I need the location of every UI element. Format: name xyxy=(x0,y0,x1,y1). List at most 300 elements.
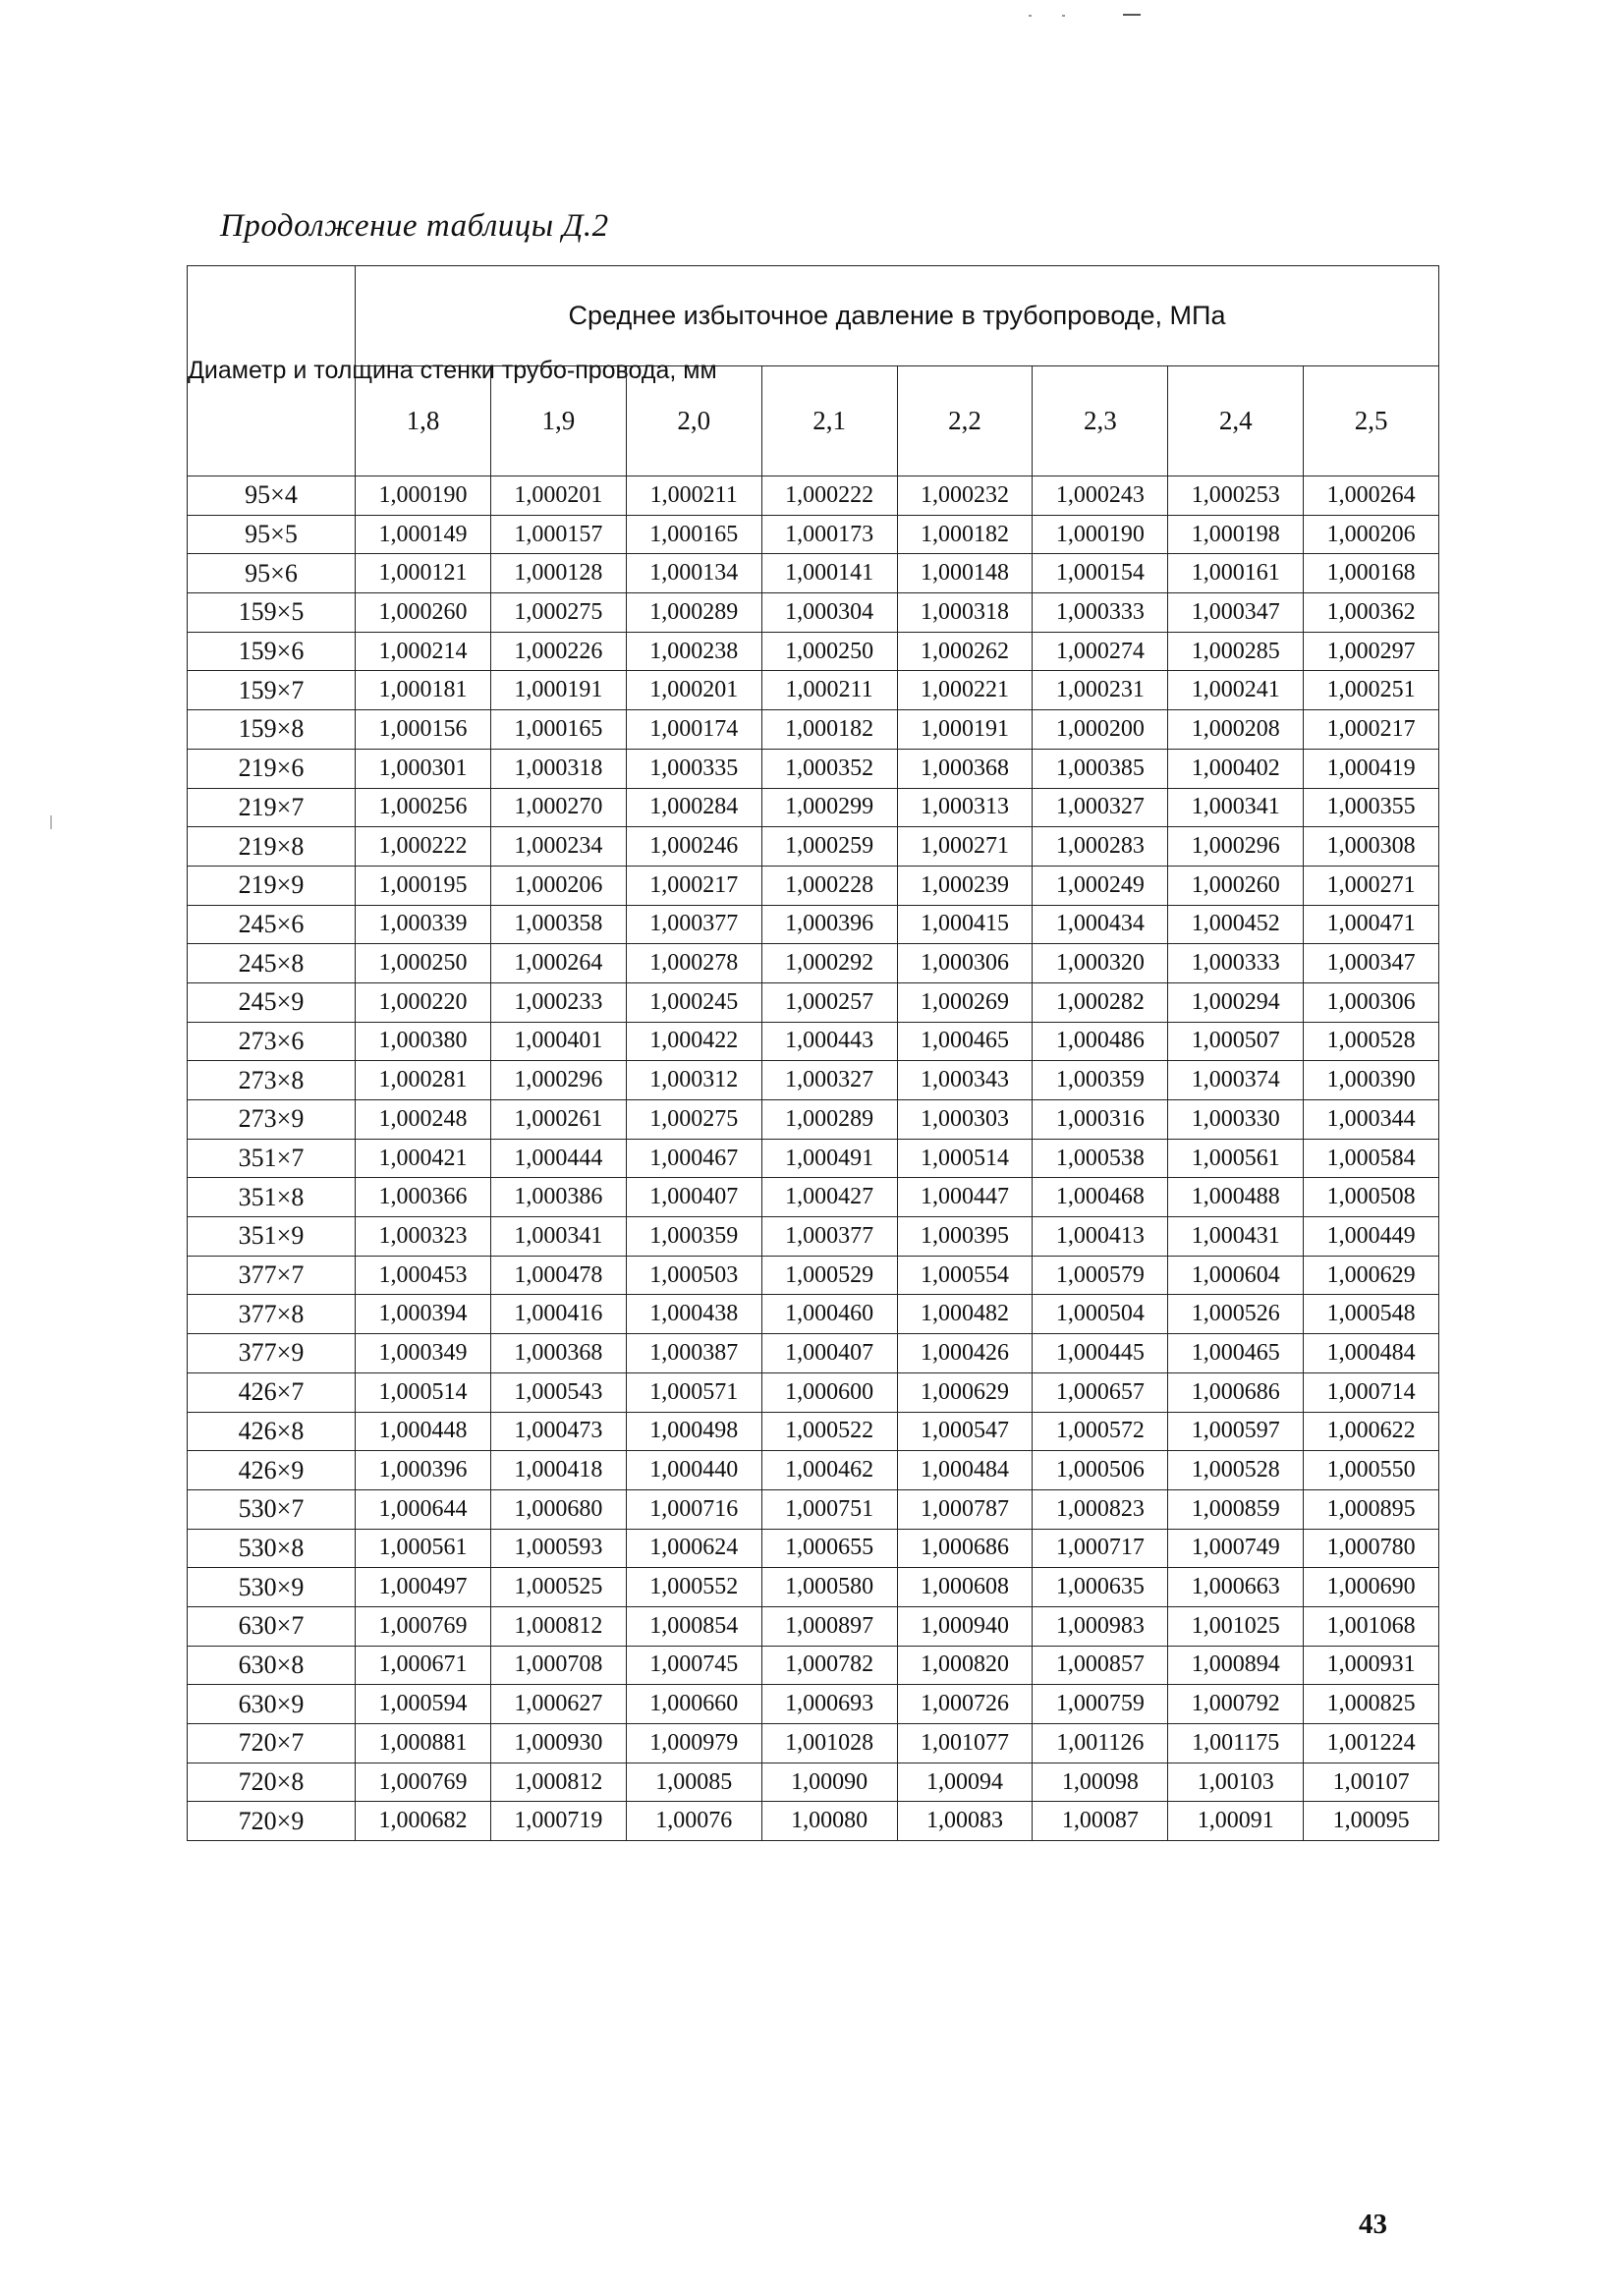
table-row xyxy=(188,1724,1439,1763)
page-number: 43 xyxy=(1359,2209,1387,2240)
value-cell: 1,000190 xyxy=(356,476,491,516)
table-row xyxy=(188,1139,1439,1178)
value-cell: 1,000201 xyxy=(490,476,626,516)
value-cell: 1,000419 xyxy=(1304,749,1439,788)
value-cell: 1,000246 xyxy=(626,827,761,867)
pressure-header-cell: 2,5 xyxy=(1304,366,1439,476)
value-cell: 1,000387 xyxy=(626,1334,761,1373)
value-cell: 1,000282 xyxy=(1033,982,1168,1022)
value-cell: 1,000671 xyxy=(356,1646,491,1685)
value-cell: 1,000449 xyxy=(1304,1217,1439,1257)
value-cell: 1,000396 xyxy=(356,1451,491,1490)
value-cell: 1,000296 xyxy=(1168,827,1304,867)
pipe-size-cell: 245×8 xyxy=(188,944,356,983)
pipe-size-cell: 273×6 xyxy=(188,1022,356,1061)
value-cell: 1,000426 xyxy=(897,1334,1033,1373)
value-cell: 1,000270 xyxy=(490,788,626,827)
value-cell: 1,000173 xyxy=(761,515,897,554)
value-cell: 1,000148 xyxy=(897,554,1033,593)
pressure-header-cell: 2,3 xyxy=(1033,366,1168,476)
value-cell: 1,000261 xyxy=(490,1100,626,1140)
pipe-size-cell: 351×8 xyxy=(188,1178,356,1217)
value-cell: 1,000660 xyxy=(626,1685,761,1724)
value-cell: 1,000465 xyxy=(897,1022,1033,1061)
value-cell: 1,000296 xyxy=(490,1061,626,1100)
value-cell: 1,000467 xyxy=(626,1139,761,1178)
value-cell: 1,000931 xyxy=(1304,1646,1439,1685)
value-cell: 1,000269 xyxy=(897,982,1033,1022)
scan-mark xyxy=(1029,15,1032,17)
table-row xyxy=(188,671,1439,710)
value-cell: 1,000206 xyxy=(490,866,626,905)
value-cell: 1,000394 xyxy=(356,1295,491,1334)
pipe-size-cell: 273×8 xyxy=(188,1061,356,1100)
table-row xyxy=(188,1568,1439,1607)
value-cell: 1,000359 xyxy=(1033,1061,1168,1100)
value-cell: 1,000983 xyxy=(1033,1606,1168,1646)
value-cell: 1,001175 xyxy=(1168,1724,1304,1763)
value-cell: 1,000447 xyxy=(897,1178,1033,1217)
value-cell: 1,00076 xyxy=(626,1802,761,1841)
value-cell: 1,000217 xyxy=(626,866,761,905)
value-cell: 1,00103 xyxy=(1168,1763,1304,1802)
pressure-factor-table xyxy=(187,265,1439,1841)
value-cell: 1,000548 xyxy=(1304,1295,1439,1334)
value-cell: 1,000161 xyxy=(1168,554,1304,593)
value-cell: 1,000274 xyxy=(1033,632,1168,671)
table-row xyxy=(188,1372,1439,1412)
value-cell: 1,000854 xyxy=(626,1606,761,1646)
value-cell: 1,000635 xyxy=(1033,1568,1168,1607)
value-cell: 1,000260 xyxy=(1168,866,1304,905)
value-cell: 1,000444 xyxy=(490,1139,626,1178)
pipe-size-cell: 530×9 xyxy=(188,1568,356,1607)
value-cell: 1,000362 xyxy=(1304,593,1439,633)
value-cell: 1,000686 xyxy=(897,1529,1033,1568)
value-cell: 1,00087 xyxy=(1033,1802,1168,1841)
value-cell: 1,000421 xyxy=(356,1139,491,1178)
value-cell: 1,000238 xyxy=(626,632,761,671)
value-cell: 1,000820 xyxy=(897,1646,1033,1685)
table-row xyxy=(188,982,1439,1022)
value-cell: 1,000284 xyxy=(626,788,761,827)
value-cell: 1,001028 xyxy=(761,1724,897,1763)
value-cell: 1,000316 xyxy=(1033,1100,1168,1140)
pipe-size-cell: 720×9 xyxy=(188,1802,356,1841)
header-pipe-size: Диаметр и толщина стенки трубо-провода, мм xyxy=(188,266,356,476)
value-cell: 1,000390 xyxy=(1304,1061,1439,1100)
value-cell: 1,000214 xyxy=(356,632,491,671)
value-cell: 1,00080 xyxy=(761,1802,897,1841)
value-cell: 1,000191 xyxy=(897,710,1033,750)
pressure-header-cell: 2,2 xyxy=(897,366,1033,476)
value-cell: 1,000448 xyxy=(356,1412,491,1451)
value-cell: 1,000440 xyxy=(626,1451,761,1490)
value-cell: 1,000780 xyxy=(1304,1529,1439,1568)
value-cell: 1,000154 xyxy=(1033,554,1168,593)
table-row xyxy=(188,905,1439,944)
value-cell: 1,000478 xyxy=(490,1256,626,1295)
pipe-size-cell: 95×6 xyxy=(188,554,356,593)
pipe-size-cell: 245×9 xyxy=(188,982,356,1022)
value-cell: 1,000584 xyxy=(1304,1139,1439,1178)
value-cell: 1,000248 xyxy=(356,1100,491,1140)
value-cell: 1,000508 xyxy=(1304,1178,1439,1217)
value-cell: 1,000128 xyxy=(490,554,626,593)
value-cell: 1,000294 xyxy=(1168,982,1304,1022)
value-cell: 1,000333 xyxy=(1033,593,1168,633)
value-cell: 1,000297 xyxy=(1304,632,1439,671)
value-cell: 1,00085 xyxy=(626,1763,761,1802)
pipe-size-cell: 159×7 xyxy=(188,671,356,710)
table-row xyxy=(188,788,1439,827)
pipe-size-cell: 426×7 xyxy=(188,1372,356,1412)
table-row xyxy=(188,1178,1439,1217)
table-row xyxy=(188,1451,1439,1490)
value-cell: 1,000327 xyxy=(761,1061,897,1100)
value-cell: 1,000453 xyxy=(356,1256,491,1295)
value-cell: 1,000303 xyxy=(897,1100,1033,1140)
value-cell: 1,000239 xyxy=(897,866,1033,905)
value-cell: 1,000221 xyxy=(897,671,1033,710)
value-cell: 1,000759 xyxy=(1033,1685,1168,1724)
value-cell: 1,000327 xyxy=(1033,788,1168,827)
value-cell: 1,000471 xyxy=(1304,905,1439,944)
value-cell: 1,000201 xyxy=(626,671,761,710)
table-caption: Продолжение таблицы Д.2 xyxy=(220,208,609,244)
pipe-size-cell: 159×8 xyxy=(188,710,356,750)
value-cell: 1,000335 xyxy=(626,749,761,788)
value-cell: 1,000156 xyxy=(356,710,491,750)
value-cell: 1,000271 xyxy=(1304,866,1439,905)
value-cell: 1,000174 xyxy=(626,710,761,750)
pipe-size-cell: 219×8 xyxy=(188,827,356,867)
value-cell: 1,000368 xyxy=(897,749,1033,788)
value-cell: 1,000228 xyxy=(761,866,897,905)
pipe-size-cell: 245×6 xyxy=(188,905,356,944)
value-cell: 1,000443 xyxy=(761,1022,897,1061)
value-cell: 1,000407 xyxy=(761,1334,897,1373)
value-cell: 1,000525 xyxy=(490,1568,626,1607)
value-cell: 1,000597 xyxy=(1168,1412,1304,1451)
pipe-size-cell: 426×9 xyxy=(188,1451,356,1490)
table-row xyxy=(188,1061,1439,1100)
pipe-size-cell: 351×9 xyxy=(188,1217,356,1257)
value-cell: 1,000895 xyxy=(1304,1489,1439,1529)
value-cell: 1,000594 xyxy=(356,1685,491,1724)
value-cell: 1,001077 xyxy=(897,1724,1033,1763)
value-cell: 1,000308 xyxy=(1304,827,1439,867)
value-cell: 1,000259 xyxy=(761,827,897,867)
table-row xyxy=(188,1802,1439,1841)
value-cell: 1,000686 xyxy=(1168,1372,1304,1412)
value-cell: 1,000792 xyxy=(1168,1685,1304,1724)
value-cell: 1,001126 xyxy=(1033,1724,1168,1763)
value-cell: 1,000402 xyxy=(1168,749,1304,788)
value-cell: 1,000693 xyxy=(761,1685,897,1724)
value-cell: 1,000488 xyxy=(1168,1178,1304,1217)
value-cell: 1,000306 xyxy=(897,944,1033,983)
value-cell: 1,000528 xyxy=(1304,1022,1439,1061)
value-cell: 1,000401 xyxy=(490,1022,626,1061)
value-cell: 1,000529 xyxy=(761,1256,897,1295)
value-cell: 1,000465 xyxy=(1168,1334,1304,1373)
value-cell: 1,000468 xyxy=(1033,1178,1168,1217)
value-cell: 1,000407 xyxy=(626,1178,761,1217)
pressure-header-cell: 1,8 xyxy=(356,366,491,476)
value-cell: 1,000422 xyxy=(626,1022,761,1061)
value-cell: 1,000940 xyxy=(897,1606,1033,1646)
value-cell: 1,000979 xyxy=(626,1724,761,1763)
value-cell: 1,000168 xyxy=(1304,554,1439,593)
value-cell: 1,001068 xyxy=(1304,1606,1439,1646)
value-cell: 1,000347 xyxy=(1304,944,1439,983)
value-cell: 1,000250 xyxy=(761,632,897,671)
value-cell: 1,000522 xyxy=(761,1412,897,1451)
value-cell: 1,000460 xyxy=(761,1295,897,1334)
value-cell: 1,000301 xyxy=(356,749,491,788)
value-cell: 1,000823 xyxy=(1033,1489,1168,1529)
value-cell: 1,000233 xyxy=(490,982,626,1022)
value-cell: 1,000580 xyxy=(761,1568,897,1607)
value-cell: 1,000749 xyxy=(1168,1529,1304,1568)
value-cell: 1,000278 xyxy=(626,944,761,983)
value-cell: 1,000257 xyxy=(761,982,897,1022)
value-cell: 1,000881 xyxy=(356,1724,491,1763)
value-cell: 1,000368 xyxy=(490,1334,626,1373)
value-cell: 1,000769 xyxy=(356,1763,491,1802)
value-cell: 1,000355 xyxy=(1304,788,1439,827)
value-cell: 1,000134 xyxy=(626,554,761,593)
value-cell: 1,000306 xyxy=(1304,982,1439,1022)
value-cell: 1,000339 xyxy=(356,905,491,944)
value-cell: 1,000275 xyxy=(490,593,626,633)
table-row xyxy=(188,1022,1439,1061)
value-cell: 1,000745 xyxy=(626,1646,761,1685)
value-cell: 1,000894 xyxy=(1168,1646,1304,1685)
value-cell: 1,000234 xyxy=(490,827,626,867)
value-cell: 1,000292 xyxy=(761,944,897,983)
value-cell: 1,00083 xyxy=(897,1802,1033,1841)
value-cell: 1,000313 xyxy=(897,788,1033,827)
value-cell: 1,000608 xyxy=(897,1568,1033,1607)
value-cell: 1,000312 xyxy=(626,1061,761,1100)
value-cell: 1,000264 xyxy=(1304,476,1439,516)
value-cell: 1,000380 xyxy=(356,1022,491,1061)
value-cell: 1,000359 xyxy=(626,1217,761,1257)
value-cell: 1,000629 xyxy=(1304,1256,1439,1295)
value-cell: 1,000182 xyxy=(761,710,897,750)
value-cell: 1,000498 xyxy=(626,1412,761,1451)
value-cell: 1,000930 xyxy=(490,1724,626,1763)
value-cell: 1,000413 xyxy=(1033,1217,1168,1257)
value-cell: 1,000434 xyxy=(1033,905,1168,944)
value-cell: 1,000507 xyxy=(1168,1022,1304,1061)
table-row xyxy=(188,1685,1439,1724)
value-cell: 1,000304 xyxy=(761,593,897,633)
table-row xyxy=(188,749,1439,788)
scan-mark xyxy=(50,815,52,829)
value-cell: 1,000486 xyxy=(1033,1022,1168,1061)
value-cell: 1,000264 xyxy=(490,944,626,983)
value-cell: 1,000243 xyxy=(1033,476,1168,516)
pipe-size-cell: 219×7 xyxy=(188,788,356,827)
value-cell: 1,00098 xyxy=(1033,1763,1168,1802)
value-cell: 1,000550 xyxy=(1304,1451,1439,1490)
pipe-size-cell: 351×7 xyxy=(188,1139,356,1178)
value-cell: 1,000222 xyxy=(761,476,897,516)
value-cell: 1,000222 xyxy=(356,827,491,867)
value-cell: 1,000484 xyxy=(897,1451,1033,1490)
pressure-header-cell: 2,0 xyxy=(626,366,761,476)
pipe-size-cell: 273×9 xyxy=(188,1100,356,1140)
value-cell: 1,000121 xyxy=(356,554,491,593)
value-cell: 1,000256 xyxy=(356,788,491,827)
table-row xyxy=(188,944,1439,983)
value-cell: 1,000554 xyxy=(897,1256,1033,1295)
value-cell: 1,000344 xyxy=(1304,1100,1439,1140)
value-cell: 1,000657 xyxy=(1033,1372,1168,1412)
table-row xyxy=(188,554,1439,593)
value-cell: 1,000859 xyxy=(1168,1489,1304,1529)
table-row xyxy=(188,1489,1439,1529)
value-cell: 1,00091 xyxy=(1168,1802,1304,1841)
pipe-size-cell: 377×7 xyxy=(188,1256,356,1295)
value-cell: 1,000506 xyxy=(1033,1451,1168,1490)
value-cell: 1,000200 xyxy=(1033,710,1168,750)
value-cell: 1,000249 xyxy=(1033,866,1168,905)
table-row xyxy=(188,710,1439,750)
value-cell: 1,000452 xyxy=(1168,905,1304,944)
value-cell: 1,001224 xyxy=(1304,1724,1439,1763)
value-cell: 1,000663 xyxy=(1168,1568,1304,1607)
pressure-header-cell: 1,9 xyxy=(490,366,626,476)
value-cell: 1,000504 xyxy=(1033,1295,1168,1334)
table-row xyxy=(188,866,1439,905)
value-cell: 1,000226 xyxy=(490,632,626,671)
table-row xyxy=(188,1256,1439,1295)
value-cell: 1,000482 xyxy=(897,1295,1033,1334)
value-cell: 1,000318 xyxy=(490,749,626,788)
value-cell: 1,000604 xyxy=(1168,1256,1304,1295)
pressure-header-cell: 2,1 xyxy=(761,366,897,476)
value-cell: 1,000283 xyxy=(1033,827,1168,867)
value-cell: 1,000415 xyxy=(897,905,1033,944)
pipe-size-cell: 377×8 xyxy=(188,1295,356,1334)
value-cell: 1,000600 xyxy=(761,1372,897,1412)
value-cell: 1,000717 xyxy=(1033,1529,1168,1568)
value-cell: 1,000285 xyxy=(1168,632,1304,671)
table-row xyxy=(188,1217,1439,1257)
table-body xyxy=(188,476,1439,1841)
value-cell: 1,000320 xyxy=(1033,944,1168,983)
value-cell: 1,000281 xyxy=(356,1061,491,1100)
value-cell: 1,000366 xyxy=(356,1178,491,1217)
value-cell: 1,000543 xyxy=(490,1372,626,1412)
value-cell: 1,000438 xyxy=(626,1295,761,1334)
table-row xyxy=(188,1606,1439,1646)
value-cell: 1,000149 xyxy=(356,515,491,554)
pipe-size-cell: 530×8 xyxy=(188,1529,356,1568)
value-cell: 1,000157 xyxy=(490,515,626,554)
value-cell: 1,000812 xyxy=(490,1606,626,1646)
pipe-size-cell: 530×7 xyxy=(188,1489,356,1529)
pipe-size-cell: 426×8 xyxy=(188,1412,356,1451)
value-cell: 1,000751 xyxy=(761,1489,897,1529)
value-cell: 1,000812 xyxy=(490,1763,626,1802)
value-cell: 1,000211 xyxy=(761,671,897,710)
value-cell: 1,000352 xyxy=(761,749,897,788)
value-cell: 1,000680 xyxy=(490,1489,626,1529)
pipe-size-cell: 377×9 xyxy=(188,1334,356,1373)
value-cell: 1,000260 xyxy=(356,593,491,633)
table-row xyxy=(188,1295,1439,1334)
value-cell: 1,000333 xyxy=(1168,944,1304,983)
value-cell: 1,000579 xyxy=(1033,1256,1168,1295)
value-cell: 1,00094 xyxy=(897,1763,1033,1802)
pipe-size-cell: 159×6 xyxy=(188,632,356,671)
value-cell: 1,000385 xyxy=(1033,749,1168,788)
value-cell: 1,000262 xyxy=(897,632,1033,671)
value-cell: 1,000528 xyxy=(1168,1451,1304,1490)
table-row xyxy=(188,515,1439,554)
value-cell: 1,000416 xyxy=(490,1295,626,1334)
value-cell: 1,000253 xyxy=(1168,476,1304,516)
value-cell: 1,000241 xyxy=(1168,671,1304,710)
value-cell: 1,000571 xyxy=(626,1372,761,1412)
value-cell: 1,000349 xyxy=(356,1334,491,1373)
value-cell: 1,000716 xyxy=(626,1489,761,1529)
value-cell: 1,000572 xyxy=(1033,1412,1168,1451)
table-row xyxy=(188,1334,1439,1373)
value-cell: 1,000431 xyxy=(1168,1217,1304,1257)
value-cell: 1,000627 xyxy=(490,1685,626,1724)
value-cell: 1,000690 xyxy=(1304,1568,1439,1607)
value-cell: 1,001025 xyxy=(1168,1606,1304,1646)
pipe-size-cell: 630×7 xyxy=(188,1606,356,1646)
value-cell: 1,000624 xyxy=(626,1529,761,1568)
value-cell: 1,000341 xyxy=(1168,788,1304,827)
value-cell: 1,000655 xyxy=(761,1529,897,1568)
table-row xyxy=(188,632,1439,671)
value-cell: 1,000245 xyxy=(626,982,761,1022)
value-cell: 1,000445 xyxy=(1033,1334,1168,1373)
scan-mark xyxy=(1123,14,1141,16)
pipe-size-cell: 630×8 xyxy=(188,1646,356,1685)
pipe-size-cell: 720×8 xyxy=(188,1763,356,1802)
value-cell: 1,000181 xyxy=(356,671,491,710)
value-cell: 1,000538 xyxy=(1033,1139,1168,1178)
value-cell: 1,000682 xyxy=(356,1802,491,1841)
value-cell: 1,000561 xyxy=(1168,1139,1304,1178)
value-cell: 1,000484 xyxy=(1304,1334,1439,1373)
table-row xyxy=(188,1763,1439,1802)
value-cell: 1,000514 xyxy=(897,1139,1033,1178)
value-cell: 1,000825 xyxy=(1304,1685,1439,1724)
value-cell: 1,000165 xyxy=(490,710,626,750)
value-cell: 1,000462 xyxy=(761,1451,897,1490)
value-cell: 1,000299 xyxy=(761,788,897,827)
pipe-size-cell: 159×5 xyxy=(188,593,356,633)
value-cell: 1,000769 xyxy=(356,1606,491,1646)
value-cell: 1,000318 xyxy=(897,593,1033,633)
value-cell: 1,000547 xyxy=(897,1412,1033,1451)
value-cell: 1,000231 xyxy=(1033,671,1168,710)
value-cell: 1,000289 xyxy=(626,593,761,633)
pipe-size-cell: 219×6 xyxy=(188,749,356,788)
pipe-size-cell: 720×7 xyxy=(188,1724,356,1763)
value-cell: 1,000726 xyxy=(897,1685,1033,1724)
